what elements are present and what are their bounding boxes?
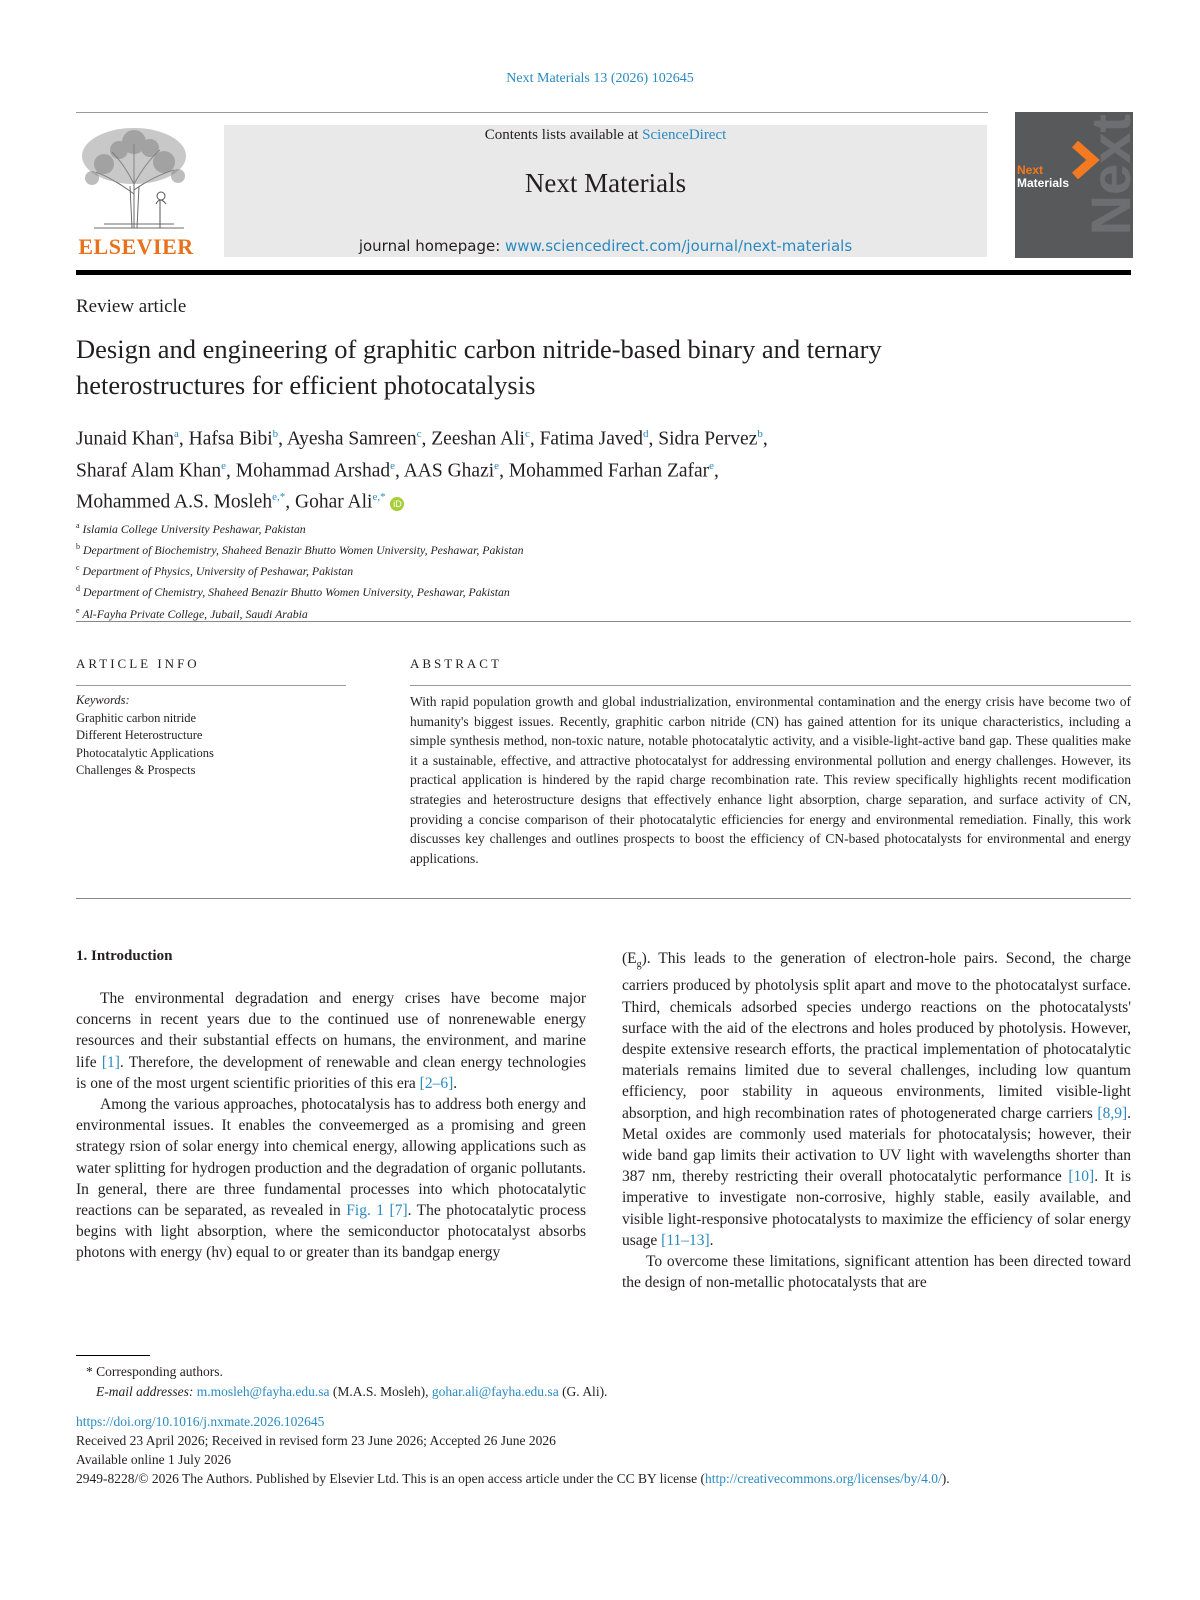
affiliation-key: a: [76, 521, 80, 530]
abstract-heading: ABSTRACT: [410, 656, 502, 671]
author-separator: ,: [395, 460, 404, 481]
body-left-column: [76, 988, 586, 1264]
contents-line: [224, 127, 987, 144]
paragraph-text: . The photocatalytic process begins with light absorption, where the semiconductor photocatalyst absorbs photons with energy (hv) equal to or greater than its bandgap energy: [76, 1202, 587, 1262]
affiliation-text: Islamia College University Peshawar, Pakistan: [82, 521, 306, 536]
reference-link[interactable]: [1]: [101, 1053, 120, 1071]
author-separator: ,: [178, 428, 189, 450]
author-separator: ,: [499, 460, 509, 481]
email-owner: (G. Ali).: [558, 1383, 608, 1399]
cover-title: [1017, 164, 1069, 190]
journal-title: Next Materials: [524, 168, 687, 198]
keyword-item: Graphitic carbon nitride: [76, 710, 197, 725]
author-affiliation-marker[interactable]: b: [757, 428, 763, 440]
affiliation-key: d: [76, 584, 80, 594]
email-line: [86, 1382, 607, 1402]
doi-link[interactable]: https://doi.org/10.1016/j.nxmate.2026.102645: [76, 1414, 325, 1429]
author[interactable]: Junaid Khan: [76, 428, 175, 450]
journal-banner: [224, 125, 987, 257]
email-link[interactable]: gohar.ali@fayha.edu.sa: [431, 1383, 559, 1399]
affiliation-item: [76, 580, 524, 601]
author-affiliation-marker[interactable]: b: [272, 428, 279, 440]
cover-title-line1: Next: [1017, 163, 1044, 177]
elsevier-tree-icon: [74, 124, 198, 232]
affiliations-divider: [76, 621, 1131, 622]
author-separator: ,: [285, 491, 295, 513]
author-affiliation-marker[interactable]: e: [494, 459, 500, 472]
license-text: 2949-8228/© 2026 The Authors. Published by Elsevier Ltd. This is an open access article under the CC BY license (: [76, 1471, 706, 1486]
paragraph-text: The environmental degradation and energy crises have become major concerns in recent years due to the continued use of nonrenewable energy resources and their substantial effects on humans, the environment, and marine life: [76, 990, 586, 1071]
author-separator: ,: [278, 428, 287, 450]
affiliation-item: [76, 517, 524, 538]
license-link[interactable]: http://creativecommons.org/licenses/by/4.0/: [705, 1471, 942, 1486]
footnote-rule: [76, 1355, 150, 1356]
author[interactable]: Mohammed Farhan Zafar: [508, 460, 710, 481]
author-affiliation-marker[interactable]: e,*: [372, 491, 386, 503]
author[interactable]: Sidra Pervez: [658, 428, 758, 450]
author-separator: ,: [529, 428, 540, 450]
article-info-heading: ARTICLE INFO: [76, 656, 200, 671]
affiliation-item: [76, 559, 524, 580]
paragraph-text: . Metal oxides are commonly used materials for photocatalysis; however, their wide band gap limits their activation to UV light with wavelengths shorter than 387 nm, thereby restricting their overall photocatalytic performance: [622, 1104, 1131, 1186]
author-affiliation-marker[interactable]: e,*: [272, 491, 286, 503]
contents-prefix: Contents lists available at: [484, 127, 643, 143]
email-label: E-mail addresses:: [96, 1383, 194, 1399]
keywords-block: [76, 692, 214, 780]
affiliation-text: Al-Fayha Private College, Jubail, Saudi Arabia: [82, 606, 308, 621]
cover-title-line2: Materials: [1017, 176, 1070, 190]
journal-reference-link[interactable]: Next Materials 13 (2026) 102645: [506, 71, 694, 86]
paragraph-text: .: [453, 1074, 458, 1092]
intro-paragraph-2: [76, 1094, 586, 1264]
sciencedirect-link[interactable]: ScienceDirect: [642, 127, 727, 143]
author-separator: ,: [648, 428, 659, 450]
paragraph-text: (E: [622, 950, 637, 967]
abstract-end-rule: [76, 898, 1131, 899]
affiliation-item: [76, 602, 524, 623]
paragraph-text: Among the various approaches, photocatalysis has to address both energy and environmental issues. It enables the conveemerged as a promising and green strategy rsion of solar energy into chemical energy, allowing applications such as water splitting for hydrogen production and the degradation of organic pollutants. In general, there are three fundamental processes into which photocatalytic reactions can be separated, as revealed in: [76, 1096, 586, 1220]
author[interactable]: AAS Ghazi: [403, 460, 495, 481]
paragraph-text: .: [709, 1231, 714, 1249]
author-affiliation-marker[interactable]: e: [709, 459, 715, 472]
author[interactable]: Mohammed A.S. Mosleh: [76, 491, 273, 513]
journal-cover-image[interactable]: [1015, 112, 1142, 258]
reference-link[interactable]: [11–13]: [661, 1231, 710, 1249]
author-separator: ,: [226, 460, 236, 481]
author-separator: ,: [714, 460, 719, 481]
author-affiliation-marker[interactable]: a: [174, 428, 179, 440]
intro-paragraph-1: [76, 988, 586, 1094]
author-affiliation-marker[interactable]: e: [390, 459, 396, 472]
article-type: Review article: [76, 296, 187, 317]
author-list: [76, 421, 1136, 516]
affiliation-item: [76, 538, 524, 559]
header-thick-rule: [76, 270, 1131, 275]
orcid-icon[interactable]: iD: [390, 497, 404, 511]
author-affiliation-marker[interactable]: e: [221, 459, 227, 472]
affiliation-key: b: [76, 542, 80, 552]
available-online: Available online 1 July 2026: [76, 1452, 231, 1467]
article-metadata: [76, 1412, 950, 1488]
reference-link[interactable]: [8,9]: [1097, 1104, 1128, 1122]
author-separator: ,: [421, 428, 432, 450]
author-affiliation-marker[interactable]: c: [524, 428, 530, 440]
reference-link[interactable]: [2–6]: [419, 1074, 454, 1092]
paragraph-text: . It is imperative to investigate non-corrosive, highly stable, easily available, and visible light-responsive photocatalysts to maximize the efficiency of solar energy usage: [622, 1168, 1132, 1249]
license-text: ).: [941, 1471, 950, 1486]
history-dates: Received 23 April 2026; Received in revised form 23 June 2026; Accepted 26 June 2026: [76, 1433, 556, 1448]
publisher-wordmark: ELSEVIER: [78, 234, 194, 259]
author-affiliation-marker[interactable]: d: [643, 428, 649, 440]
article-info-rule: [76, 685, 346, 686]
top-divider: [76, 112, 988, 113]
paragraph-text: . Therefore, the development of renewable and clean energy technologies is one of the most urgent scientific priorities of this era: [76, 1053, 586, 1092]
reference-link[interactable]: [10]: [1068, 1168, 1095, 1186]
author[interactable]: Fatima Javed: [539, 428, 644, 450]
affiliation-text: Department of Biochemistry, Shaheed Benazir Bhutto Women University, Peshawar, Pakistan: [82, 543, 524, 558]
keyword-item: Challenges & Prospects: [76, 763, 196, 777]
introduction-heading: 1. Introduction: [76, 948, 173, 964]
affiliation-key: e: [76, 605, 80, 615]
intro-paragraph-2-continued: [622, 948, 1131, 1251]
corresponding-note: * Corresponding authors.: [86, 1364, 223, 1379]
homepage-prefix: journal homepage:: [358, 237, 506, 255]
author[interactable]: Gohar Ali: [294, 491, 373, 513]
affiliation-text: Department of Chemistry, Shaheed Benazir Bhutto Women University, Peshawar, Pakistan: [82, 585, 510, 600]
reference-link[interactable]: [7]: [389, 1202, 408, 1220]
affiliation-text: Department of Physics, University of Peshawar, Pakistan: [82, 564, 354, 579]
journal-homepage-link[interactable]: www.sciencedirect.com/journal/next-materials: [505, 237, 853, 255]
affiliation-key: c: [76, 563, 80, 573]
author[interactable]: Ayesha Samreen: [286, 428, 417, 450]
author[interactable]: Zeeshan Ali: [431, 428, 525, 450]
author[interactable]: Mohammad Arshad: [235, 460, 391, 481]
elsevier-logo[interactable]: [74, 124, 198, 260]
author[interactable]: Sharaf Alam Khan: [76, 460, 222, 481]
paragraph-text: ). This leads to the generation of electron-hole pairs. Second, the charge carriers produced by photolysis split apart and move to the photocatalyst surface. Third, chemicals adsorbed species undergo reactions on the photocatalysts' surface with the aid of the electrons and holes produced by photolysis. However, despite extensive research efforts, the practical implementation of photocatalytic materials remains limited due to several challenges, including low quantum efficiency, poor stability in aqueous environments, limited visible-light absorption, and high recombination rates of photogenerated charge carriers: [622, 950, 1131, 1122]
email-link[interactable]: m.mosleh@fayha.edu.sa: [196, 1383, 330, 1399]
intro-paragraph-3: To overcome these limitations, significant attention has been directed toward the design of non-metallic photocatalysts that are: [622, 1252, 1131, 1292]
subscript: g: [636, 959, 642, 971]
body-right-column: [622, 948, 1131, 1293]
keywords-label: Keywords:: [76, 693, 130, 707]
abstract-text: With rapid population growth and global industrialization, environmental contamination and the energy crisis have become two of humanity's biggest issues. Recently, graphitic carbon nitride (CN) has gained attention for its unique characteristics, including a simple synthesis method, non-toxic nature, notable photocatalytic activity, and a visible-light-active band gap. These qualities make it a sustainable, effective, and attractive photocatalyst for addressing environmental pollution and energy challenges. However, its practical application is hindered by the rapid charge recombination rate. This review specifically highlights recent modification strategies and heterostructure designs that effectively enhance light absorption, charge separation, and surface activity of CN, providing a concise comparison of their photocatalytic efficiencies for energy and environmental remediation. Finally, this work discusses key challenges and outlines prospects to boost the efficiency of CN-based photocatalysts for environmental and energy applications.: [410, 694, 1131, 866]
email-owner: (M.A.S. Mosleh),: [329, 1383, 432, 1399]
license-line: [76, 1469, 950, 1488]
article-title: Design and engineering of graphitic carbon nitride-based binary and ternary heterostructures for efficient photocatalysis: [76, 334, 882, 400]
cover-big-word: Next: [1079, 114, 1142, 236]
author-affiliation-marker[interactable]: c: [416, 428, 422, 440]
cover-chevron-icon: [1071, 140, 1115, 180]
keyword-item: Photocatalytic Applications: [76, 745, 214, 760]
homepage-line: [224, 237, 987, 255]
footnote: [86, 1362, 607, 1401]
affiliations: [76, 517, 524, 623]
author-separator: ,: [762, 428, 768, 450]
figure-link[interactable]: Fig. 1: [346, 1202, 385, 1220]
keyword-item: Different Heterostructure: [76, 728, 203, 742]
author[interactable]: Hafsa Bibi: [188, 428, 273, 450]
abstract-rule: [410, 685, 1131, 686]
